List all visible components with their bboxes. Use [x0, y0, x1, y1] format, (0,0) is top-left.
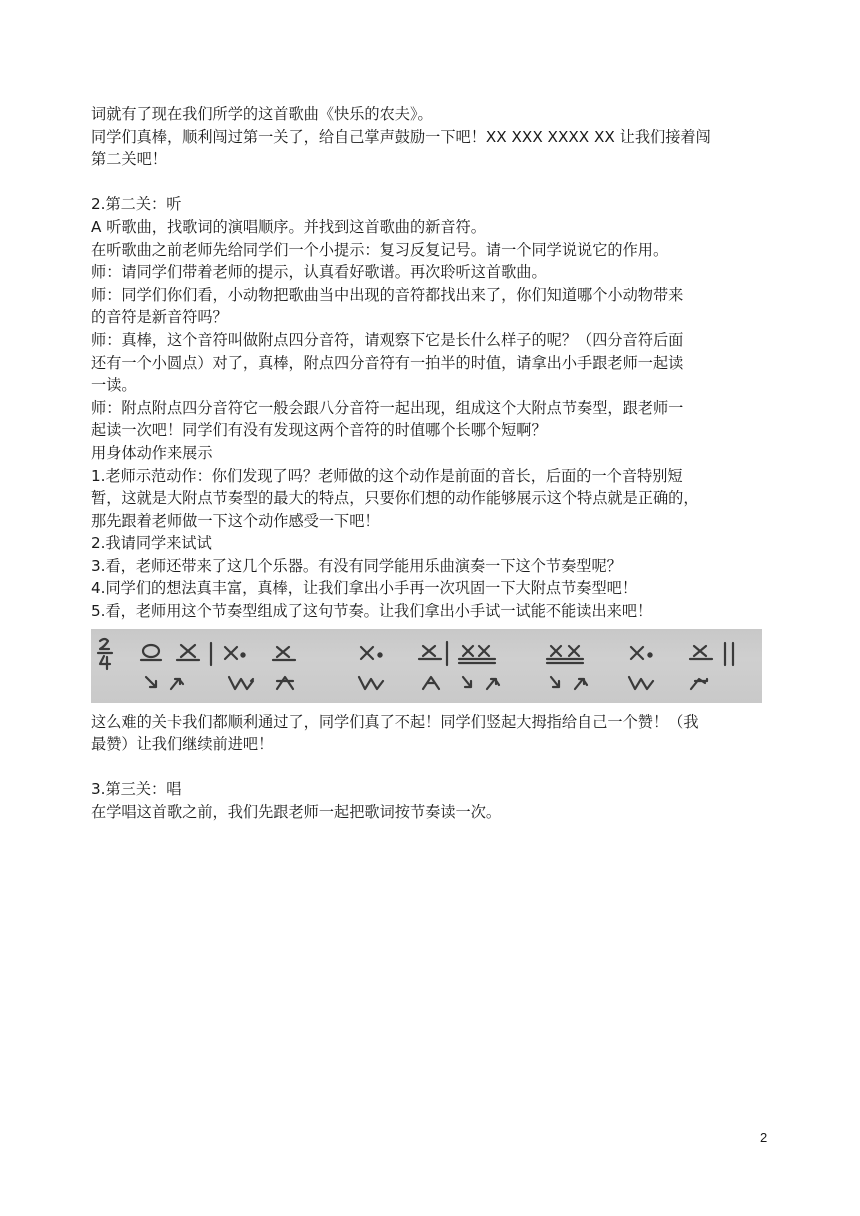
paragraph-line: 那先跟着老师做一下这个动作感受一下吧！ — [91, 511, 380, 530]
paragraph-line: 还有一个小圆点）对了，真棒，附点四分音符有一拍半的时值，请拿出小手跟老师一起读 — [91, 353, 684, 372]
paragraph-line: A 听歌曲，找歌词的演唱顺序。并找到这首歌曲的新音符。 — [91, 217, 486, 236]
paragraph-line: 1.老师示范动作：你们发现了吗？老师做的这个动作是前面的音长，后面的一个音特别短 — [91, 466, 683, 485]
paragraph-line: 起读一次吧！同学们有没有发现这两个音符的时值哪个长哪个短啊？ — [91, 421, 547, 440]
paragraph-line: 师：同学们你们看，小动物把歌曲当中出现的音符都找出来了，你们知道哪个小动物带来 — [91, 285, 684, 304]
paragraph-line: 这么难的关卡我们都顺利通过了，同学们真了不起！同学们竖起大拇指给自己一个赞！（我 — [91, 712, 699, 731]
paragraph-line: 最赞）让我们继续前进吧！ — [91, 735, 274, 754]
paragraph-line: 师：附点附点四分音符它一般会跟八分音符一起出现，组成这个大附点节奏型，跟老师一 — [91, 398, 684, 417]
paragraph-line: 师：真棒，这个音符叫做附点四分音符，请观察下它是长什么样子的呢？（四分音符后面 — [91, 330, 684, 349]
rhythm-notation-drawing — [91, 629, 762, 703]
blank-line — [91, 171, 771, 194]
section-heading: 3.第三关：唱 — [91, 780, 182, 799]
document-body — [91, 103, 771, 824]
paragraph-line: 用身体动作来展示 — [91, 443, 213, 462]
paragraph-line: 第二关吧！ — [91, 150, 167, 169]
paragraph-line: 在学唱这首歌之前，我们先跟老师一起把歌词按节奏读一次。 — [91, 803, 502, 822]
page-number: 2 — [760, 1130, 768, 1145]
paragraph-line: 4.同学们的想法真丰富，真棒，让我们拿出小手再一次巩固一下大附点节奏型吧！ — [91, 579, 638, 598]
paragraph-line: 的音符是新音符吗？ — [91, 308, 228, 327]
paragraph-line: 词就有了现在我们所学的这首歌曲《快乐的农夫》。 — [91, 105, 433, 123]
section-heading: 2.第二关：听 — [91, 195, 182, 214]
paragraph-line: 一读。 — [91, 376, 137, 395]
paragraph-line: 同学们真棒，顺利闯过第一关了，给自己掌声鼓励一下吧！XX XXX XXXX XX 让我们接着闯 — [91, 127, 711, 146]
paragraph-line: 暂，这就是大附点节奏型的最大的特点，只要你们想的动作能够展示这个特点就是正确的， — [91, 489, 699, 508]
paragraph-line: 师：请同学们带着老师的提示，认真看好歌谱。再次聆听这首歌曲。 — [91, 263, 547, 282]
time-signature-2-4 — [98, 639, 112, 669]
paragraph-line: 在听歌曲之前老师先给同学们一个小提示：复习反复记号。请一个同学说说它的作用。 — [91, 240, 669, 259]
paragraph-line: 5.看，老师用这个节奏型组成了这句节奏。让我们拿出小手试一试能不能读出来吧！ — [91, 602, 653, 621]
blank-line — [91, 756, 771, 779]
handwritten-rhythm-image — [91, 629, 762, 703]
paragraph-line: 2.我请同学来试试 — [91, 534, 212, 553]
paragraph-line: 3.看，老师还带来了这几个乐器。有没有同学能用乐曲演奏一下这个节奏型呢？ — [91, 556, 622, 575]
